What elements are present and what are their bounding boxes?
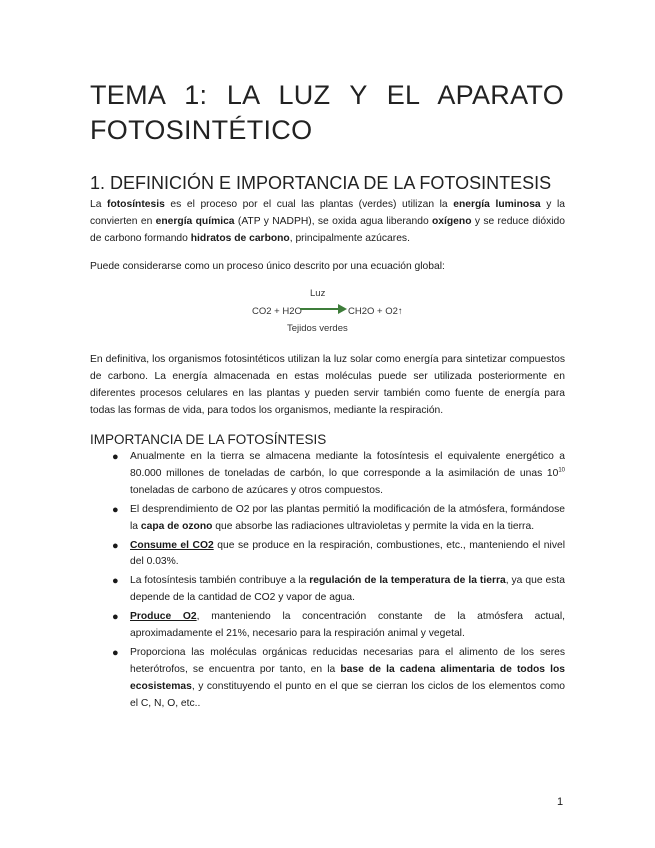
section-heading-definicion: 1. DEFINICIÓN E IMPORTANCIA DE LA FOTOSINTESIS bbox=[90, 173, 552, 193]
equation-reactants: CO2 + H2O bbox=[252, 306, 302, 317]
bold-term: energía luminosa bbox=[453, 199, 541, 210]
text-run: Proporciona las moléculas orgánicas reducidas necesarias para el alimento de los seres heterótrofos, se encuentra por tanto, en la bbox=[130, 646, 565, 675]
bold-term: base de la cadena alimentaria de todos los ecosistemas bbox=[130, 663, 565, 692]
bold-term: hidratos de carbono bbox=[190, 233, 290, 244]
bold-term: oxígeno bbox=[432, 216, 472, 227]
text-run: , ya que esta depende de la cantidad de CO2 y vapor de agua. bbox=[130, 575, 565, 604]
text-run: y la convierten en bbox=[90, 199, 565, 227]
bold-term: regulación de la temperatura de la tierra bbox=[309, 575, 506, 587]
superscript: 10 bbox=[558, 467, 565, 474]
equation-intro-paragraph: Puede considerarse como un proceso único descrito por una ecuación global: bbox=[90, 261, 445, 272]
text-run: que absorbe las radiaciones ultravioletas y permite la vida en la tierra. bbox=[212, 520, 535, 532]
bullet-icon: ● bbox=[112, 451, 119, 463]
photosynthesis-equation bbox=[250, 288, 420, 338]
equation-light-label: Luz bbox=[310, 288, 326, 299]
equation-green-tissues-label: Tejidos verdes bbox=[287, 323, 348, 334]
importance-list-item bbox=[90, 609, 565, 643]
bold-term: Produce O2 bbox=[130, 611, 197, 623]
text-run: (ATP y NADPH), se oxida agua liberando bbox=[234, 216, 433, 227]
page-title: TEMA 1: LA LUZ Y EL APARATO FOTOSINTÉTICO bbox=[90, 80, 564, 145]
text-run: El desprendimiento de O2 por las plantas permitió la modificación de la atmósfera, formándose la bbox=[130, 503, 565, 532]
text-run: Anualmente en la tierra se almacena mediante la fotosíntesis el equivalente energético a 80.000 millones de toneladas de carbón, lo que corresponde a la asimilación de unas 10 bbox=[130, 451, 565, 479]
bullet-icon: ● bbox=[112, 539, 119, 552]
text-run: toneladas de carbono de azúcares y otros compuestos. bbox=[130, 484, 383, 496]
text-run: La bbox=[90, 199, 108, 210]
definition-paragraph bbox=[90, 196, 565, 247]
importance-heading: IMPORTANCIA DE LA FOTOSÍNTESIS bbox=[90, 432, 327, 447]
bullet-icon: ● bbox=[112, 611, 119, 624]
text-run: es el proceso por el cual las plantas (verdes) utilizan la bbox=[164, 199, 454, 210]
text-run: que se produce en la respiración, combustiones, etc., manteniendo el nivel del 0.03%. bbox=[130, 539, 565, 568]
equation-products: CH2O + O2↑ bbox=[348, 306, 403, 317]
text-run: , manteniendo la concentración constante de la atmósfera actual, aproximadamente el 21%, necesario para la respiración animal y vegetal. bbox=[130, 611, 565, 640]
text-run: , principalmente azúcares. bbox=[289, 233, 410, 244]
page-number: 1 bbox=[557, 796, 564, 808]
bold-term: energía química bbox=[155, 216, 235, 227]
text-run: y se reduce dióxido de carbono formando bbox=[90, 216, 565, 244]
bullet-icon: ● bbox=[112, 646, 119, 659]
bold-term: capa de ozono bbox=[140, 520, 213, 532]
text-run: La fotosíntesis también contribuye a la bbox=[130, 575, 310, 587]
bullet-icon: ● bbox=[112, 575, 119, 588]
importance-list-item bbox=[90, 538, 565, 572]
importance-list bbox=[90, 449, 565, 715]
importance-list-item bbox=[90, 449, 565, 500]
bold-term: Consume el CO2 bbox=[130, 539, 214, 551]
conclusion-paragraph: En definitiva, los organismos fotosintéticos utilizan la luz solar como energía para sintetizar compuestos de carbono. La energía almacenada en estas moléculas puede ser utilizada posteriormente en diferentes procesos celulares en las plantas y pueden servir también como fuente de energía para todas las formas de vida, para todos los organismos, mediante la respiración. bbox=[90, 354, 565, 416]
importance-list-item bbox=[90, 502, 565, 536]
bold-term: fotosíntesis bbox=[107, 199, 165, 210]
text-run: , y constituyendo el punto en el que se cierran los ciclos de los elementos como el C, N, O, etc.. bbox=[130, 680, 565, 709]
bullet-icon: ● bbox=[112, 503, 119, 516]
importance-list-item bbox=[90, 573, 565, 607]
equation-arrow-icon bbox=[300, 303, 348, 315]
importance-list-item bbox=[90, 645, 565, 713]
